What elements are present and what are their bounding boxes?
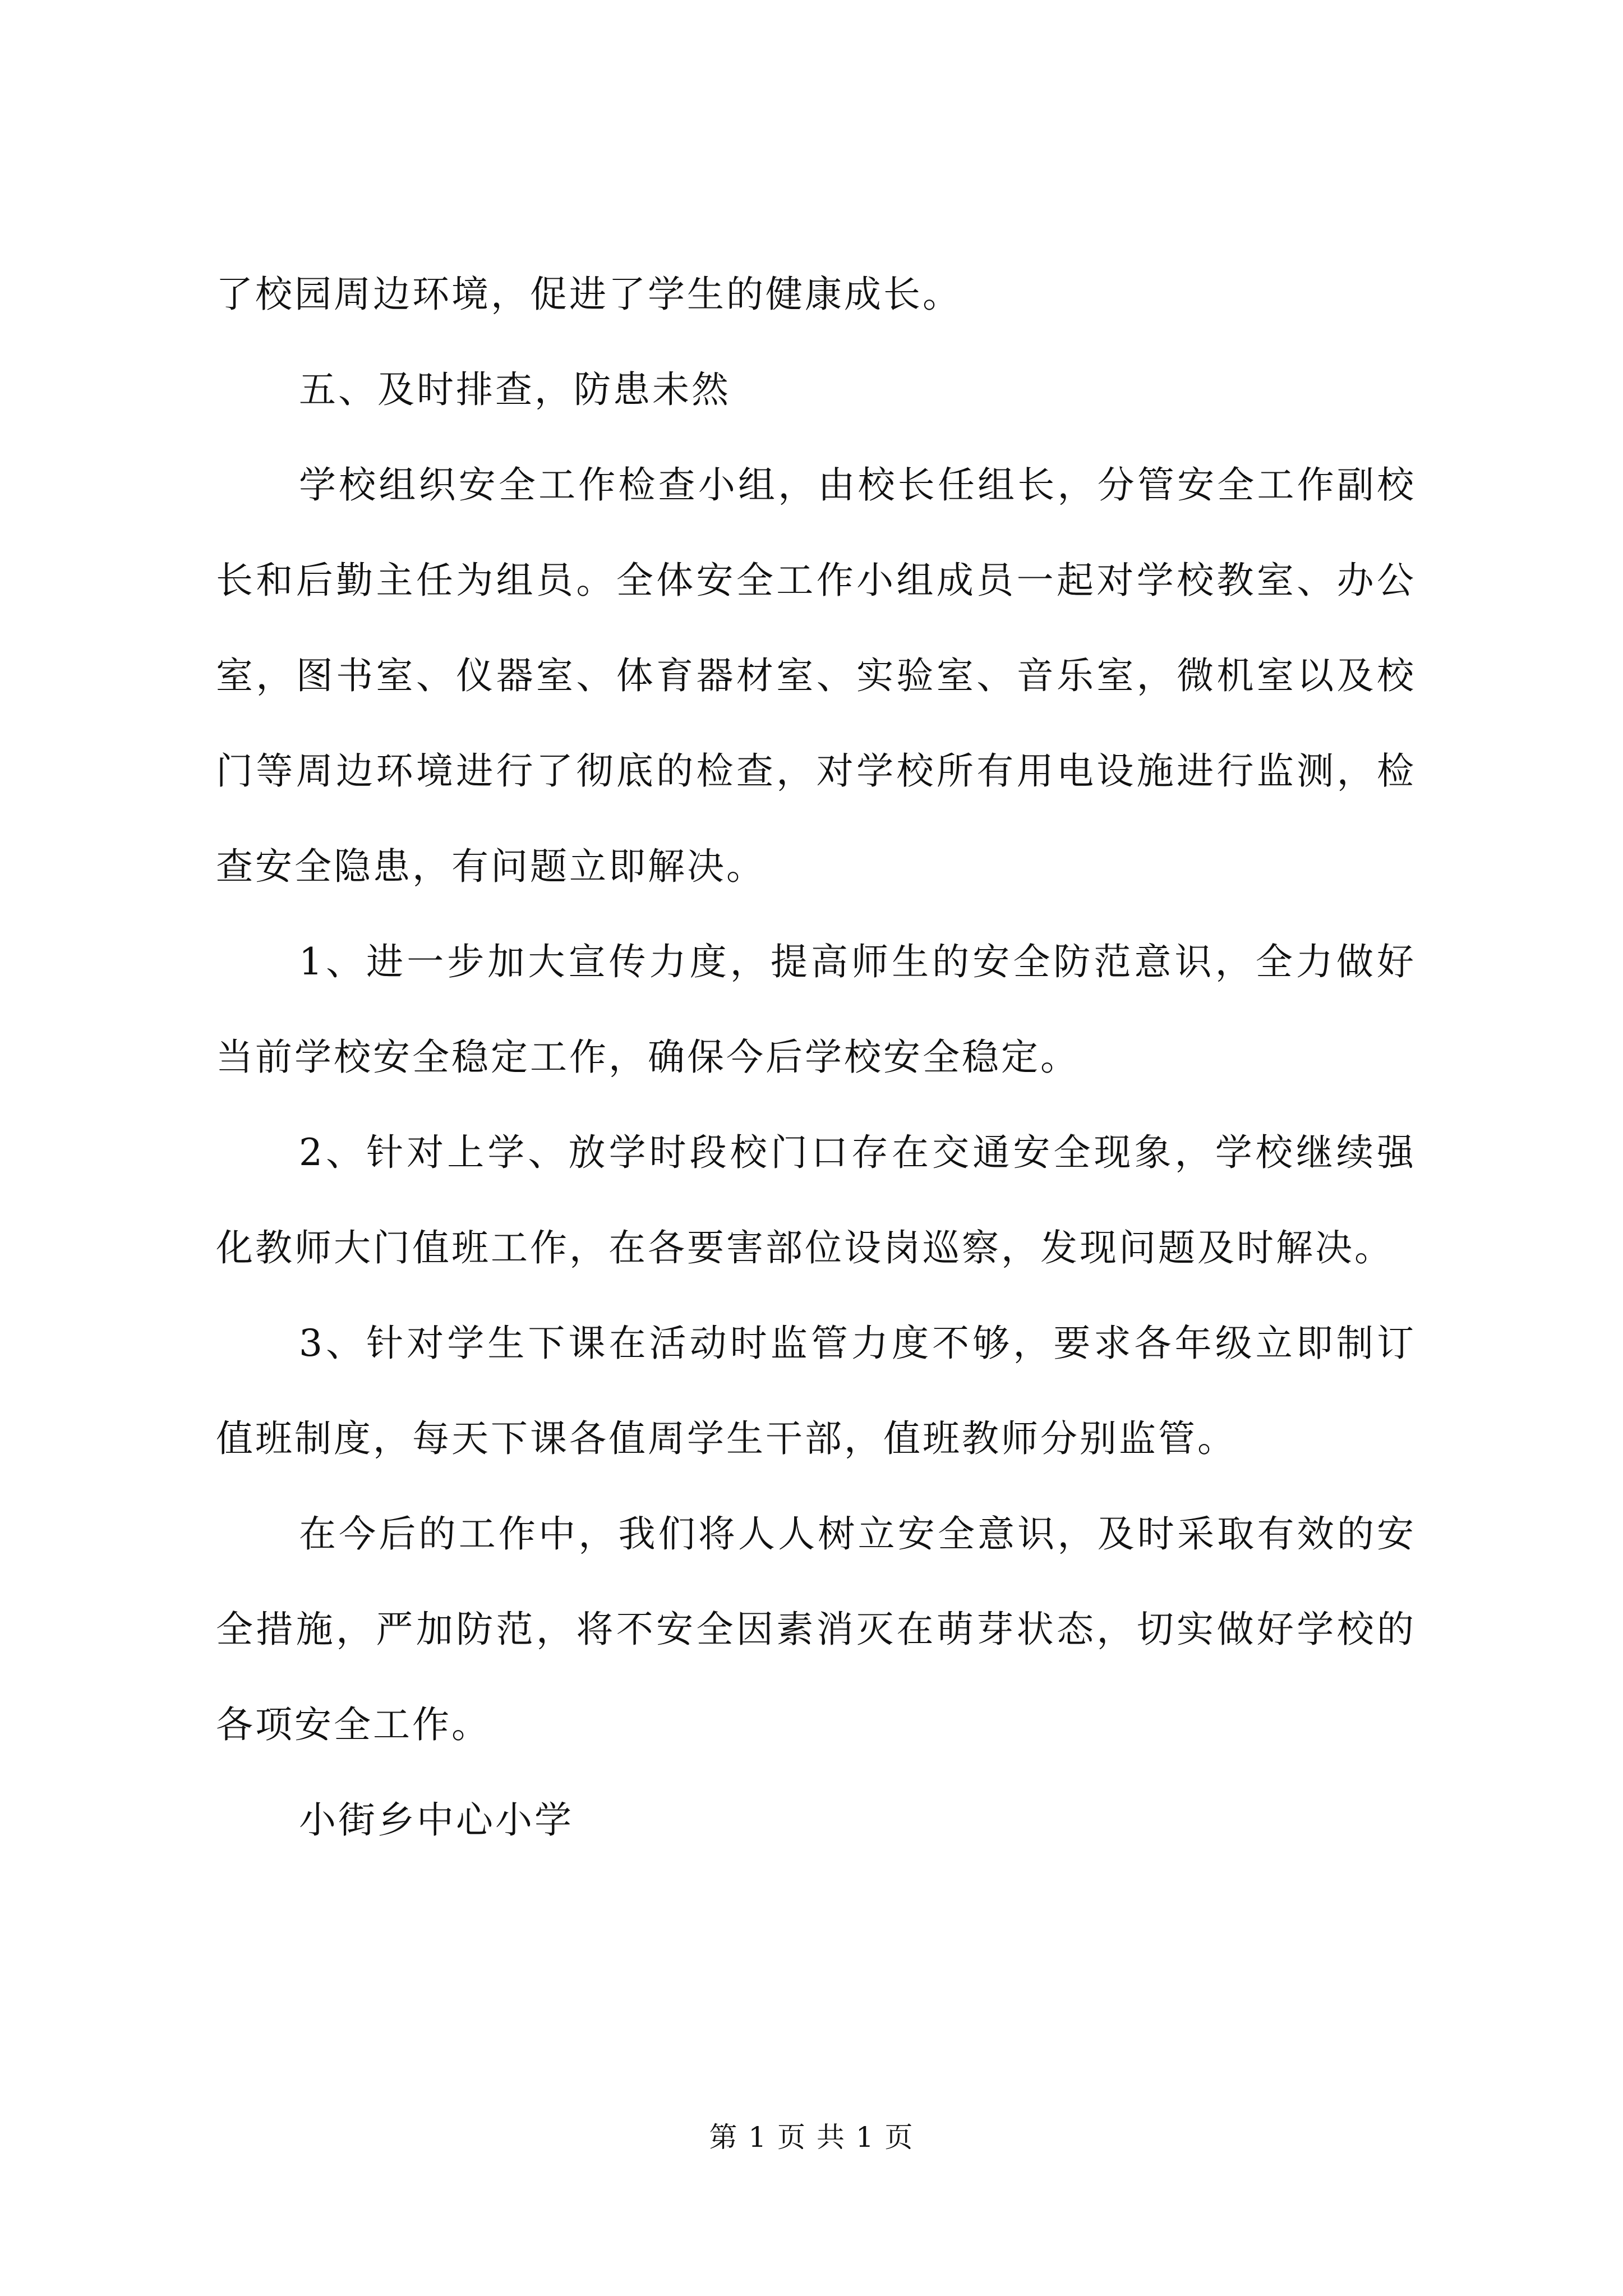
list-item-2: 2、针对上学、放学时段校门口存在交通安全现象，学校继续强化教师大门值班工作，在各要害部位设岗巡察，发现问题及时解决。 — [216, 1131, 1416, 1269]
paragraph-conclusion: 在今后的工作中，我们将人人树立安全意识，及时采取有效的安全措施，严加防范，将不安全因素消灭在萌芽状态，切实做好学校的各项安全工作。 — [216, 1512, 1416, 1746]
paragraph-continuation: 了校园周边环境，促进了学生的健康成长。 — [216, 273, 962, 316]
page-footer: 第 1 页 共 1 页 — [709, 2121, 914, 2154]
document-body — [216, 247, 1416, 1868]
list-item-1: 1、进一步加大宣传力度，提高师生的安全防范意识，全力做好当前学校安全稳定工作，确保今后学校安全稳定。 — [216, 940, 1416, 1079]
signature-school-name: 小街乡中心小学 — [299, 1798, 574, 1842]
paragraph-inspection: 学校组织安全工作检查小组，由校长任组长，分管安全工作副校长和后勤主任为组员。全体安全工作小组成员一起对学校教室、办公室，图书室、仪器室、体育器材室、实验室、音乐室，微机室以及校门等周边环境进行了彻底的检查，对学校所有用电设施进行监测，检查安全隐患，有问题立即解决。 — [216, 463, 1416, 888]
section-heading: 五、及时排查，防患未然 — [299, 368, 731, 411]
list-item-3: 3、针对学生下课在活动时监管力度不够，要求各年级立即制订值班制度，每天下课各值周学生干部，值班教师分别监管。 — [216, 1322, 1416, 1460]
